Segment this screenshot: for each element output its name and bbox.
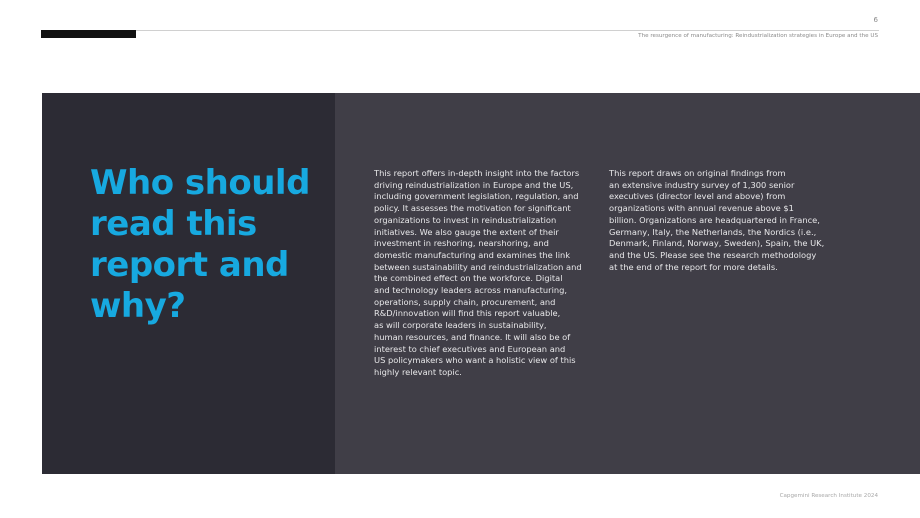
page-number: 6 bbox=[873, 16, 878, 24]
header-accent-bar bbox=[41, 30, 136, 38]
body-paragraph-audience: This report offers in-depth insight into the factors driving reindustrialization in Europe and the US, including government legislation, regulation, and policy. It assesses the motivation for significant organizations to invest in reindustrialization initiatives. We also gauge the extent of their investment in reshoring, nearshoring, and domestic manufacturing and examines the link between sustainability and reindustrialization and the combined effect on the workforce. Digital and technology leaders across manufacturing, operations, supply chain, procurement, and R&D/innovation will find this report valuable, as will corporate leaders in sustainability, human resources, and finance. It will also be of interest to chief executives and European and US policymakers who want a holistic view of this highly relevant topic. bbox=[374, 168, 582, 377]
body-panel bbox=[335, 93, 920, 474]
body-paragraph-methodology: This report draws on original findings from an extensive industry survey of 1,300 senior executives (director level and above) from organizations with annual revenue above $1 billion. Organizations are headquartered in France, Germany, Italy, the Netherlands, the Nordics (i.e., Denmark, Finland, Norway, Sweden), Spain, the UK, and the US. Please see the research methodology at the end of the report for more details. bbox=[609, 168, 825, 272]
footer-copyright: Capgemini Research Institute 2024 bbox=[779, 493, 878, 499]
header-divider bbox=[136, 30, 879, 31]
running-title: The resurgence of manufacturing: Reindustrialization strategies in Europe and the US bbox=[638, 33, 878, 39]
page-heading: Who should read this report and why? bbox=[90, 163, 310, 326]
heading-panel bbox=[42, 93, 335, 474]
